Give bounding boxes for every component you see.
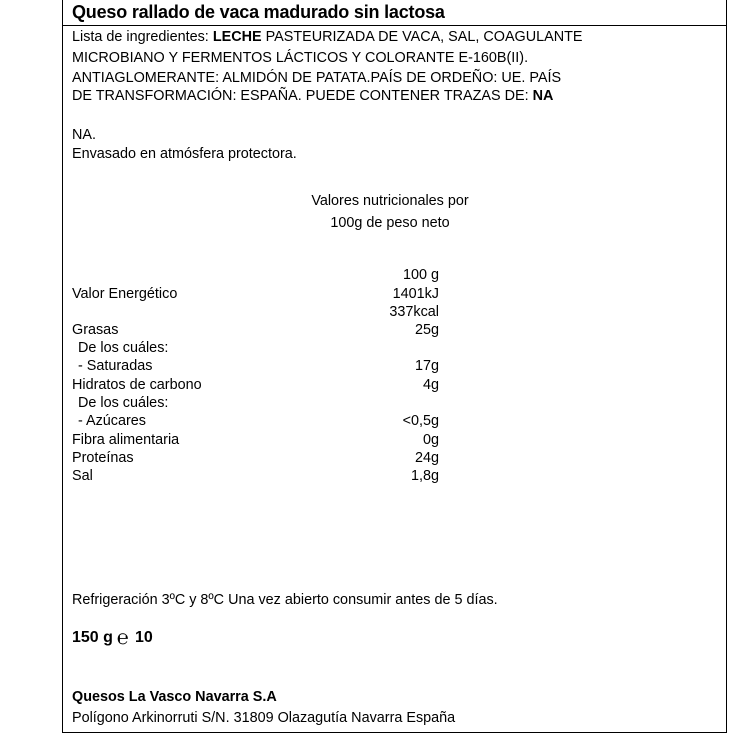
nutrition-label: Grasas [72,322,119,338]
traces-value: NA [532,88,554,104]
ingredients-line-1: Lista de ingredientes: LECHE PASTEURIZADA DE VACA, SAL, COAGULANTE [72,29,583,45]
nutrition-label: - Azúcares [78,413,146,429]
nutrition-label: Proteínas [72,450,134,466]
title-divider [62,25,727,26]
ingredients-line-2: MICROBIANO Y FERMENTOS LÁCTICOS Y COLORANTE E-160B(II). [72,50,529,66]
nutrition-label: De los cuáles: [78,340,169,356]
nutrition-label: De los cuáles: [78,395,169,411]
nutrition-header [260,190,520,234]
net-weight [72,629,153,647]
ingredients-line-3: ANTIAGLOMERANTE: ALMIDÓN DE PATATA.PAÍS DE ORDEÑO: UE. PAÍS [72,70,562,86]
nutrition-label: - Saturadas [78,358,153,374]
nutrition-header-line-2: 100g de peso neto [330,215,450,231]
nutrition-header-line-1: Valores nutricionales por [311,193,469,209]
nutrition-label: Hidratos de carbono [72,377,202,393]
ingredients-line-4: DE TRANSFORMACIÓN: ESPAÑA. PUEDE CONTENER TRAZAS DE: NA [72,88,554,104]
nutrition-label: Sal [72,468,93,484]
label-frame [62,0,727,733]
nutrition-value: 0g [422,432,439,448]
nutrition-label: Fibra alimentaria [72,432,180,448]
nutrition-value: <0,5g [402,413,439,429]
company-name: Quesos La Vasco Navarra S.A [72,689,277,705]
packaging-note: Envasado en atmósfera protectora. [72,146,297,162]
nutrition-value: 1401kJ [392,286,439,302]
product-title: Queso rallado de vaca madurado sin lactosa [72,2,445,22]
storage-instructions: Refrigeración 3ºC y 8ºC Una vez abierto consumir antes de 5 días. [72,592,498,608]
nutrition-label: Valor Energético [72,286,178,302]
nutrition-value: 17g [414,358,439,374]
nutrition-per-amount: 100 g [402,267,439,283]
nutrition-value: 1,8g [410,468,439,484]
estimated-sign-icon: ℮ [116,627,129,649]
net-weight-amount: 150 g [72,629,113,646]
nutrition-value: 4g [422,377,439,393]
allergens-note: NA. [72,127,96,143]
allergen-leche: LECHE [212,29,262,45]
nutrition-value: 337kcal [389,304,439,320]
nutrition-value: 25g [414,322,439,338]
company-address: Polígono Arkinorruti S/N. 31809 Olazagutía Navarra España [72,710,456,726]
nutrition-value: 24g [414,450,439,466]
unit-count: 10 [134,629,153,646]
